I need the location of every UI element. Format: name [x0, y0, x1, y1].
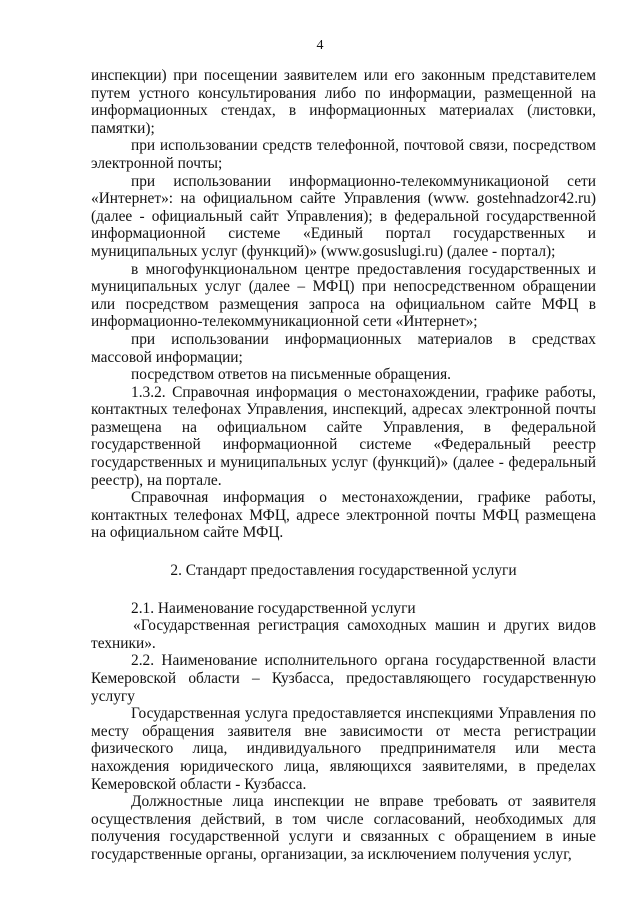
- paragraph-mfc: в многофункциональном центре предоставления государственных и муниципальных услуг (далее – МФЦ) при непосредственном обращении или посредством размещения запроса на официальном сайте МФЦ в информационно-телекоммуникационной сети «Интернет»;: [91, 260, 596, 331]
- paragraph-written-appeals: посредством ответов на письменные обращения.: [131, 366, 452, 384]
- paragraph-1-3-2: 1.3.2. Справочная информация о местонахождении, графике работы, контактных телефонах Управления, инспекций, адресах электронной почты размещена на официальном сайте Управления, в федеральной государственной информационной системе «Федеральный реестр государственных и муниципальных услуг (функций)» (далее - федеральный реестр), на портале.: [91, 383, 596, 489]
- page-number: 4: [316, 38, 324, 53]
- paragraph-2-2: 2.2. Наименование исполнительного органа государственной власти Кемеровской области – Кузбасса, предоставляющего государственную услугу: [91, 652, 596, 705]
- paragraph-mass-media: при использовании информационных материалов в средствах массовой информации;: [91, 330, 596, 366]
- paragraph-mfc-reference: Справочная информация о местонахождении, графике работы, контактных телефонах МФЦ, адресе электронной почты МФЦ размещена на официальном сайте МФЦ.: [91, 489, 596, 542]
- document-body: [91, 67, 596, 864]
- paragraph-service-provision: Государственная услуга предоставляется инспекциями Управления по месту обращения заявителя вне зависимости от места регистрации физического лица, индивидуального предпринимателя или места нахождения юридического лица, являющихся заявителями, в пределах Кемеровской области - Кузбасса.: [91, 705, 596, 793]
- paragraph-phone-mail: при использовании средств телефонной, почтовой связи, посредством электронной почты;: [91, 137, 596, 172]
- paragraph-2-1: 2.1. Наименование государственной услуги: [131, 599, 416, 617]
- section-heading: 2. Стандарт предоставления государственной услуги: [170, 562, 517, 580]
- paragraph-inspection-consulting: инспекции) при посещении заявителем или его законным представителем путем устного консультирования либо по информации, размещенной на информационных стендах, в информационных материалах (листовки, памятки);: [91, 67, 596, 137]
- paragraph-internet: при использовании информационно-телекоммуникационой сети «Интернет»: на официальном сайте Управления (www. gostehnadzor42.ru) (далее - официальный сайт Управления); в федеральной государственной информационной системе «Единый портал государственных и муниципальных услуг (функций)» (www.gosuslugi.ru) (далее - портал);: [91, 172, 596, 260]
- paragraph-service-name: «Государственная регистрация самоходных машин и других видов техники».: [91, 617, 596, 652]
- paragraph-official-restrictions: Должностные лица инспекции не вправе требовать от заявителя осуществления действий, в том числе согласований, необходимых для получения государственной услуги и связанных с обращением в иные государственные органы, организации, за исключением получения услуг,: [91, 793, 596, 863]
